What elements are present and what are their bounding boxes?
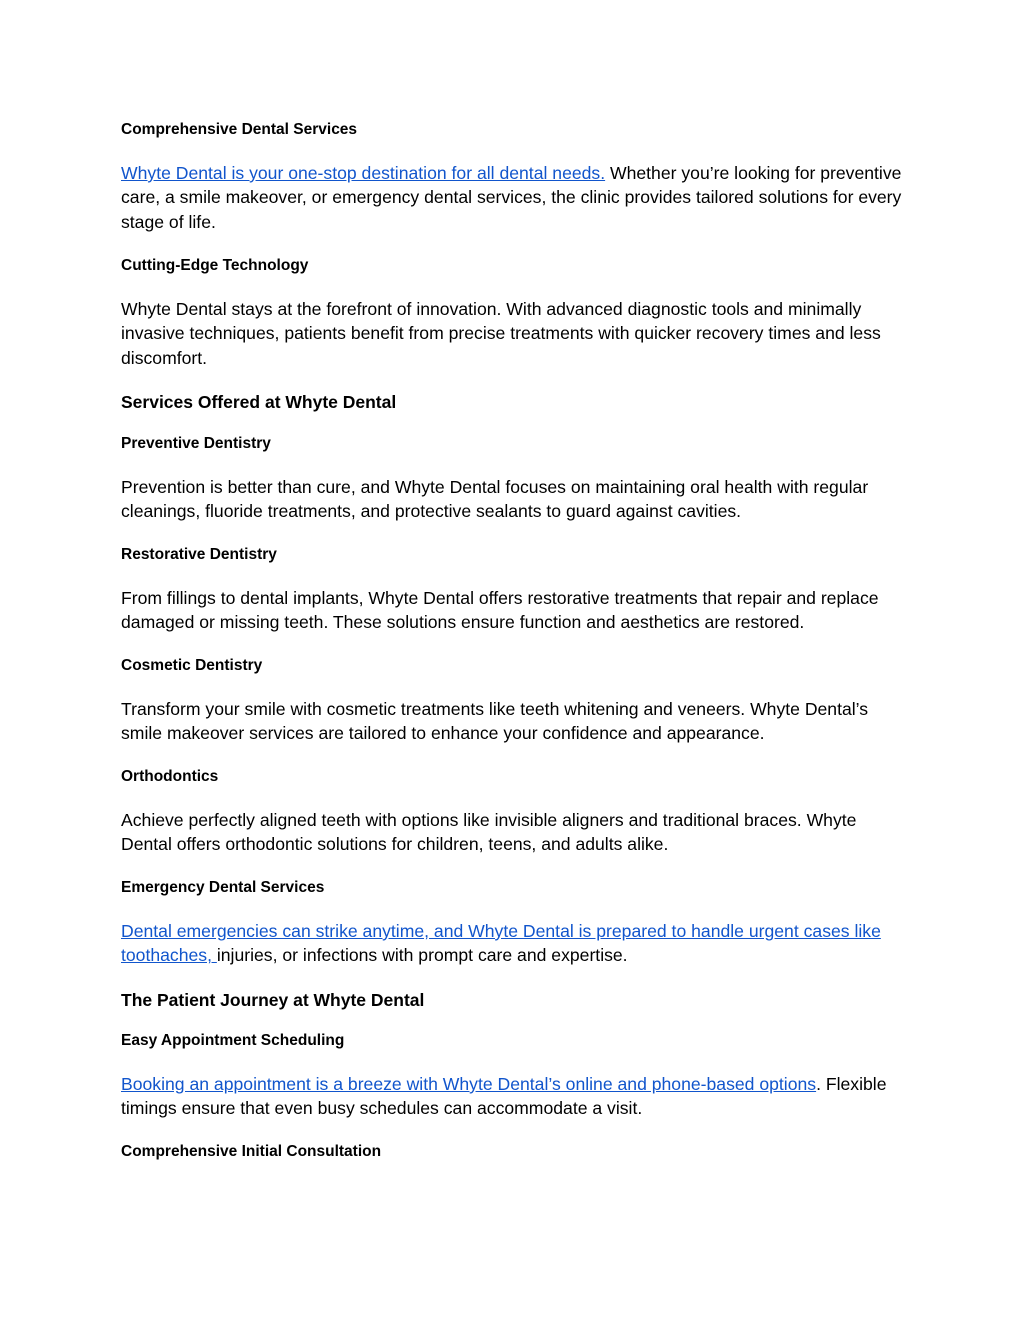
link-one-stop-destination[interactable]: Whyte Dental is your one-stop destination for all dental needs. (121, 163, 606, 183)
heading-cosmetic-dentistry: Cosmetic Dentistry (121, 657, 263, 674)
paragraph-emergency-dental-services (121, 919, 911, 968)
link-dental-emergencies[interactable]: Dental emergencies can strike anytime, and Whyte Dental is prepared to handle urgent cases like toothaches, (121, 921, 881, 966)
paragraph-comprehensive-services (121, 161, 911, 234)
paragraph-restorative-dentistry: From fillings to dental implants, Whyte Dental offers restorative treatments that repair and replace damaged or missing teeth. These solutions ensure function and aesthetics are restored. (121, 588, 879, 633)
link-booking-appointment[interactable]: Booking an appointment is a breeze with Whyte Dental’s online and phone-based options (121, 1074, 817, 1094)
heading-preventive-dentistry: Preventive Dentistry (121, 435, 271, 452)
paragraph-comprehensive-services-text: Whether you’re looking for preventive care, a smile makeover, or emergency dental services, the clinic provides tailored solutions for every stage of life. (121, 163, 902, 232)
paragraph-appointment-scheduling (121, 1072, 911, 1121)
heading-restorative-dentistry: Restorative Dentistry (121, 546, 277, 563)
heading-orthodontics: Orthodontics (121, 768, 219, 785)
heading-comprehensive-initial-consultation: Comprehensive Initial Consultation (121, 1143, 382, 1160)
heading-comprehensive-dental-services: Comprehensive Dental Services (121, 121, 358, 138)
heading-emergency-dental-services: Emergency Dental Services (121, 879, 325, 896)
heading-services-offered: Services Offered at Whyte Dental (121, 392, 397, 412)
paragraph-cosmetic-dentistry: Transform your smile with cosmetic treatments like teeth whitening and veneers. Whyte Dental’s smile makeover services are tailored to enhance your confidence and appearance. (121, 699, 869, 744)
paragraph-emergency-text: injuries, or infections with prompt care and expertise. (216, 945, 628, 966)
heading-easy-appointment-scheduling: Easy Appointment Scheduling (121, 1032, 345, 1049)
paragraph-preventive-dentistry: Prevention is better than cure, and Whyte Dental focuses on maintaining oral health with regular cleanings, fluoride treatments, and protective sealants to guard against cavities. (121, 477, 869, 522)
paragraph-scheduling-text: . Flexible timings ensure that even busy schedules can accommodate a visit. (121, 1074, 887, 1119)
paragraph-cutting-edge-technology: Whyte Dental stays at the forefront of innovation. With advanced diagnostic tools and minimally invasive techniques, patients benefit from precise treatments with quicker recovery times and less discomfort. (121, 299, 881, 368)
heading-cutting-edge-technology: Cutting-Edge Technology (121, 257, 309, 274)
heading-patient-journey: The Patient Journey at Whyte Dental (121, 990, 425, 1010)
paragraph-orthodontics: Achieve perfectly aligned teeth with options like invisible aligners and traditional braces. Whyte Dental offers orthodontic solutions for children, teens, and adults alike. (121, 810, 857, 855)
